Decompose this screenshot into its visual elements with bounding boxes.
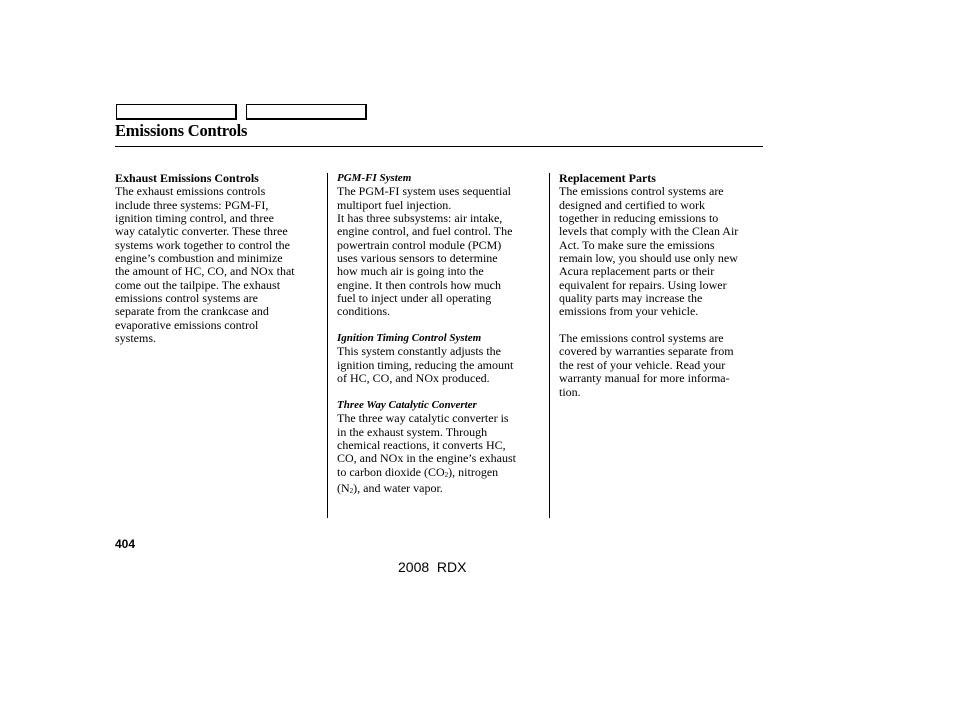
text-line: warranty manual for more informa- [559,371,730,386]
text-line: how much air is going into the [337,264,484,279]
text-line: remain low, you should use only new [559,251,738,266]
text-line: powertrain control module (PCM) [337,237,502,252]
page-title: Emissions Controls [115,121,248,140]
text-line: The exhaust emissions controls [115,184,266,199]
text-line: covered by warranties separate from [559,344,734,359]
column-divider-1 [327,173,328,518]
text-line: tion. [559,384,581,399]
text-line: emissions from your vehicle. [559,304,699,319]
text-line: emissions control systems are [115,291,258,306]
section-heading-exhaust: Exhaust Emissions Controls [115,171,259,185]
footer-model-name: 2008 RDX [398,559,467,575]
column-replacement-parts [559,172,764,399]
text-line: The PGM-FI system uses sequential [337,184,511,199]
text-line: ignition timing control, and three [115,211,274,226]
text-line: multiport fuel injection. [337,197,452,212]
section-heading-replacement: Replacement Parts [559,171,656,185]
subheading-pgmfi: PGM-FI System [337,172,412,184]
text-line: together in reducing emissions to [559,211,719,226]
text-line: systems. [115,331,157,346]
section-body-warranty [559,332,764,399]
section-body-catalytic [337,412,543,498]
text-line: The emissions control systems are [559,331,724,346]
text-line: Act. To make sure the emissions [559,237,715,252]
text-line: in the exhaust system. Through [337,424,488,439]
section-body-exhaust [115,185,323,345]
text-line: Acura replacement parts or their [559,264,715,279]
subheading-ignition: Ignition Timing Control System [337,332,482,345]
nav-tab-2[interactable] [246,104,367,120]
text-line: to carbon dioxide (CO2), nitrogen [337,464,499,479]
text-line: designed and certified to work [559,197,705,212]
text-line: systems work together to control the [115,237,290,252]
text-line: the amount of HC, CO, and NOx that [115,264,295,279]
text-line: CO, and NOx in the engine’s exhaust [337,451,516,466]
text-line: engine’s combustion and minimize [115,251,283,266]
text-line: The emissions control systems are [559,184,724,199]
text-line: engine control, and fuel control. The [337,224,513,239]
text-line: conditions. [337,304,390,319]
section-body-ignition [337,345,543,385]
text-line: of HC, CO, and NOx produced. [337,371,490,386]
text-line: ignition timing, reducing the amount [337,357,514,372]
text-line: include three systems: PGM-FI, [115,197,269,212]
page-number: 404 [115,537,136,551]
text-line: It has three subsystems: air intake, [337,211,503,226]
column-systems [337,172,543,498]
text-line: equivalent for repairs. Using lower [559,277,727,292]
text-line: chemical reactions, it converts HC, [337,437,506,452]
title-divider [115,146,763,147]
text-line: quality parts may increase the [559,291,703,306]
column-exhaust-emissions [115,172,323,345]
text-line: the rest of your vehicle. Read your [559,357,726,372]
text-line: engine. It then controls how much [337,277,501,292]
text-line: come out the tailpipe. The exhaust [115,277,281,292]
text-line: separate from the crankcase and [115,304,269,319]
text-line: The three way catalytic converter is [337,411,509,426]
text-line: (N2), and water vapor. [337,480,443,495]
text-line: fuel to inject under all operating [337,291,492,306]
subheading-catalytic: Three Way Catalytic Converter [337,398,477,411]
nav-tab-1[interactable] [116,104,237,120]
text-line: uses various sensors to determine [337,251,498,266]
text-line: evaporative emissions control [115,317,259,332]
column-divider-2 [549,173,550,518]
text-line: levels that comply with the Clean Air [559,224,739,239]
text-line: This system constantly adjusts the [337,344,501,359]
section-body-replacement [559,185,764,318]
section-body-pgmfi [337,185,543,318]
text-line: way catalytic converter. These three [115,224,288,239]
